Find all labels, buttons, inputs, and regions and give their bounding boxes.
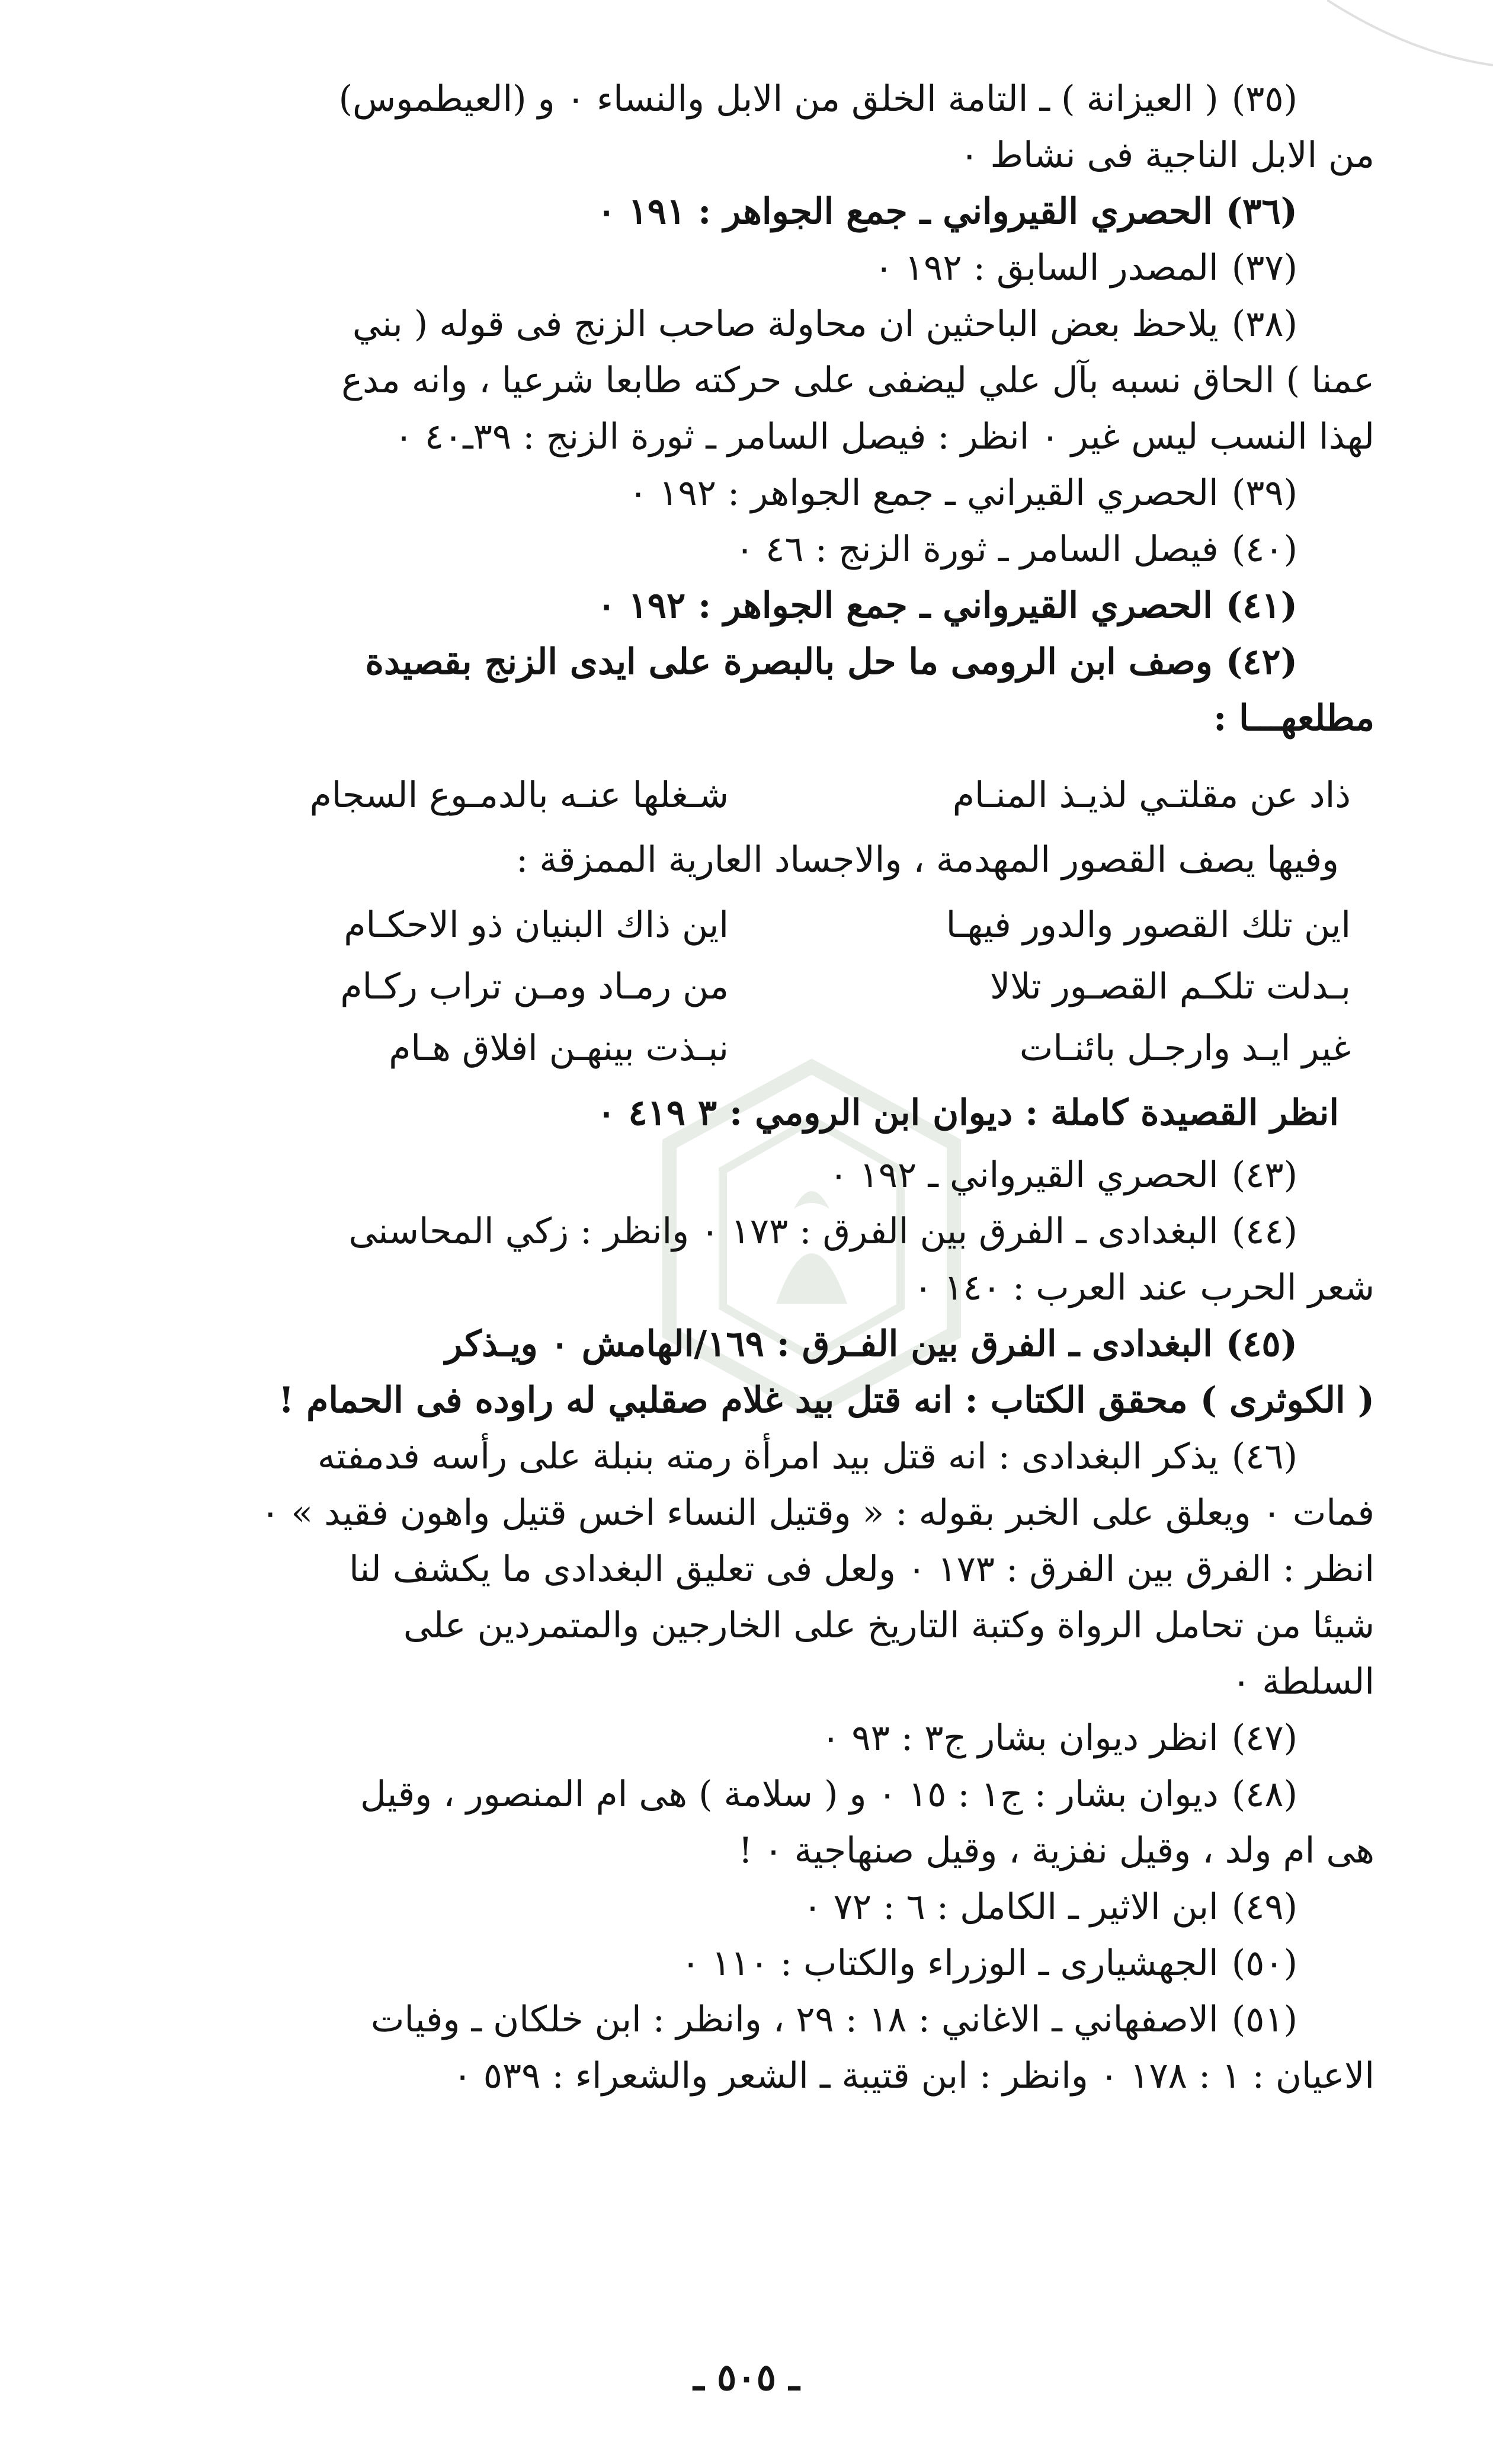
footnote-n44 [116, 1204, 1375, 1316]
poem-source: انظر القصيدة كاملة : ديوان ابن الرومي : ٣ ٤١٩ ٠ [597, 1092, 1339, 1134]
footnote-number: (٤٠) [1231, 529, 1297, 570]
poem-intro: وفيها يصف القصور المهدمة ، والاجساد العارية الممزقة : [516, 839, 1339, 881]
footnote-text: عمنا ) الحاق نسبه بآل علي ليضفى على حركته طابعا شرعيا ، وانه مدع [341, 360, 1375, 401]
page-edge-curve [1327, 0, 1493, 71]
footnote-number: (٥١) [1231, 1999, 1297, 2040]
footnote-line [116, 1598, 1375, 1654]
footnote-text: ديوان بشار : ج١ : ١٥ ٠ و ( سلامة ) هى ام المنصور ، وقيل [360, 1774, 1219, 1815]
footnote-line [116, 1767, 1375, 1823]
footnote-number: (٤١) [1225, 585, 1297, 626]
footnote-line [116, 1879, 1375, 1935]
footnote-n38 [116, 296, 1375, 465]
poem-verse [116, 1017, 1375, 1079]
verse-second-hemistich: شـغلها عنـه بالدمـوع السجام [309, 774, 729, 816]
footnote-number: (٤٧) [1231, 1717, 1297, 1759]
footnote-line [116, 465, 1375, 521]
poem-verse [116, 894, 1375, 956]
footnote-n51 [116, 1992, 1375, 2104]
footnote-text: لهذا النسب ليس غير ٠ انظر : فيصل السامر ـ ثورة الزنج : ٣٩ـ٤٠ ٠ [394, 416, 1375, 457]
footnote-n40 [116, 521, 1375, 578]
footnote-text: الاعيان : ١ : ١٧٨ ٠ وانظر : ابن قتيبة ـ الشعر والشعراء : ٥٣٩ ٠ [453, 2055, 1375, 2097]
footnote-line [116, 1710, 1375, 1767]
footnote-text: وصف ابن الرومى ما حل بالبصرة على ايدى الزنج بقصيدة [365, 641, 1213, 683]
verse-first-hemistich: اين تلك القصور والدور فيهـا [946, 904, 1351, 946]
footnote-line [116, 634, 1375, 690]
footnote-line [116, 1147, 1375, 1204]
footnote-text: الحصري القيرواني ـ جمع الجواهر : ١٩١ ٠ [597, 191, 1213, 232]
footnote-text: الجهشيارى ـ الوزراء والكتاب : ١١٠ ٠ [681, 1943, 1219, 1984]
footnote-n39 [116, 465, 1375, 521]
footnote-line [116, 2048, 1375, 2104]
footnote-line [116, 1654, 1375, 1710]
footnote-line [116, 690, 1375, 747]
footnote-n37 [116, 240, 1375, 296]
footnote-line [116, 1204, 1375, 1260]
footnote-line [116, 240, 1375, 296]
footnote-text: من الابل الناجية فى نشاط ٠ [960, 135, 1375, 176]
footnote-n50 [116, 1935, 1375, 1992]
footnote-text: الاصفهاني ـ الاغاني : ١٨ : ٢٩ ، وانظر : ابن خلكان ـ وفيات [370, 1999, 1219, 2040]
footnote-line [116, 71, 1375, 127]
footnote-n36 [116, 184, 1375, 240]
footnote-number: (٣٩) [1231, 472, 1297, 514]
footnote-n46 [116, 1429, 1375, 1710]
footnote-line [116, 1316, 1375, 1372]
footnote-text: الحصري القيرواني ـ ١٩٢ ٠ [829, 1154, 1219, 1196]
verse-first-hemistich: بـدلت تلكـم القصـور تلالا [990, 965, 1351, 1007]
footnote-line [116, 1541, 1375, 1598]
footnote-line [116, 1429, 1375, 1485]
footnote-n42 [116, 634, 1375, 747]
footnote-n47 [116, 1710, 1375, 1767]
footnote-text: شعر الحرب عند العرب : ١٤٠ ٠ [913, 1267, 1375, 1308]
footnote-line [116, 1372, 1375, 1429]
footnote-number: (٤٢) [1225, 641, 1297, 683]
footnote-text: ابن الاثير ـ الكامل : ٦ : ٧٢ ٠ [803, 1886, 1219, 1928]
footnote-n43 [116, 1147, 1375, 1204]
footnote-number: (٤٦) [1231, 1436, 1297, 1477]
footnote-text: فيصل السامر ـ ثورة الزنج : ٤٦ ٠ [735, 529, 1219, 570]
verse-first-hemistich: ذاد عن مقلتـي لذيـذ المنـام [952, 774, 1351, 816]
footnote-line [116, 296, 1375, 353]
footnote-n45 [116, 1316, 1375, 1429]
footnote-text: ( الكوثرى ) محقق الكتاب : انه قتل بيد غلام صقلبي له راوده فى الحمام ! [278, 1380, 1375, 1421]
footnote-text: الحصري القيراني ـ جمع الجواهر : ١٩٢ ٠ [628, 472, 1219, 514]
footnote-text: مطلعهـــا : [1213, 697, 1375, 739]
footnote-number: (٤٤) [1231, 1211, 1297, 1252]
footnote-number: (٤٨) [1231, 1774, 1297, 1815]
footnotes-text [116, 71, 1375, 2104]
footnote-text: ( العيزانة ) ـ التامة الخلق من الابل والنساء ٠ و (العيطموس) [338, 78, 1219, 120]
footnote-line [116, 353, 1375, 409]
footnote-line [116, 1935, 1375, 1992]
footnote-text: البغدادى ـ الفرق بين الفرق : ١٧٣ ٠ وانظر : زكي المحاسنى [348, 1211, 1219, 1252]
footnote-line [116, 127, 1375, 184]
poem-verse [116, 764, 1375, 826]
verse-second-hemistich: نبـذت بينهـن افلاق هـام [389, 1027, 729, 1069]
footnote-text: البغدادى ـ الفرق بين الفـرق : ١٦٩/الهامش ٠ ويـذكر [445, 1323, 1213, 1365]
footnote-text: انظر ديوان بشار ج٣ : ٩٣ ٠ [821, 1717, 1219, 1759]
footnote-line [116, 578, 1375, 634]
footnote-text: فمات ٠ ويعلق على الخبر بقوله : « وقتيل النساء اخس قتيل واهون فقيد » ٠ [261, 1492, 1375, 1534]
footnote-number: (٣٦) [1225, 191, 1297, 232]
footnote-line [116, 1823, 1375, 1879]
footnote-n35 [116, 71, 1375, 184]
footnote-line [116, 409, 1375, 465]
verse-second-hemistich: اين ذاك البنيان ذو الاحكـام [344, 904, 729, 946]
footnote-number: (٥٠) [1231, 1943, 1297, 1984]
footnote-n48 [116, 1767, 1375, 1879]
footnote-line [116, 184, 1375, 240]
footnote-number: (٤٥) [1225, 1323, 1297, 1365]
footnote-text: المصدر السابق : ١٩٢ ٠ [874, 247, 1219, 289]
footnote-text: هى ام ولد ، وقيل نفزية ، وقيل صنهاجية ٠ ! [738, 1830, 1375, 1871]
footnote-line [116, 1485, 1375, 1541]
verse-second-hemistich: من رمـاد ومـن تراب ركـام [340, 965, 729, 1007]
footnote-line [116, 521, 1375, 578]
footnote-text: يذكر البغدادى : انه قتل بيد امرأة رمته بنبلة على رأسه فدمفته [317, 1436, 1219, 1477]
footnote-text: شيئا من تحامل الرواة وكتبة التاريخ على الخارجين والمتمردين على [403, 1605, 1375, 1646]
footnote-number: (٤٩) [1231, 1886, 1297, 1928]
footnote-text: الحصري القيرواني ـ جمع الجواهر : ١٩٢ ٠ [597, 585, 1213, 626]
footnote-text: السلطة ٠ [1231, 1661, 1375, 1703]
poem-block [116, 764, 1375, 1141]
footnote-n49 [116, 1879, 1375, 1935]
poem-verse [116, 956, 1375, 1017]
footnote-text: انظر : الفرق بين الفرق : ١٧٣ ٠ ولعل فى تعليق البغدادى ما يكشف لنا [349, 1548, 1375, 1590]
footnote-n41 [116, 578, 1375, 634]
verse-first-hemistich: غير ايـد وارجـل بائنـات [1019, 1027, 1351, 1069]
footnote-line [116, 1992, 1375, 2048]
footnote-number: (٣٨) [1231, 303, 1297, 345]
page-number: ـ ٥٠٥ ـ [693, 2356, 800, 2399]
footnote-number: (٤٣) [1231, 1154, 1297, 1196]
footnote-number: (٣٥) [1231, 78, 1297, 120]
footnote-text: يلاحظ بعض الباحثين ان محاولة صاحب الزنج فى قوله ( بني [352, 303, 1219, 345]
footnote-number: (٣٧) [1231, 247, 1297, 289]
footnote-line [116, 1260, 1375, 1316]
